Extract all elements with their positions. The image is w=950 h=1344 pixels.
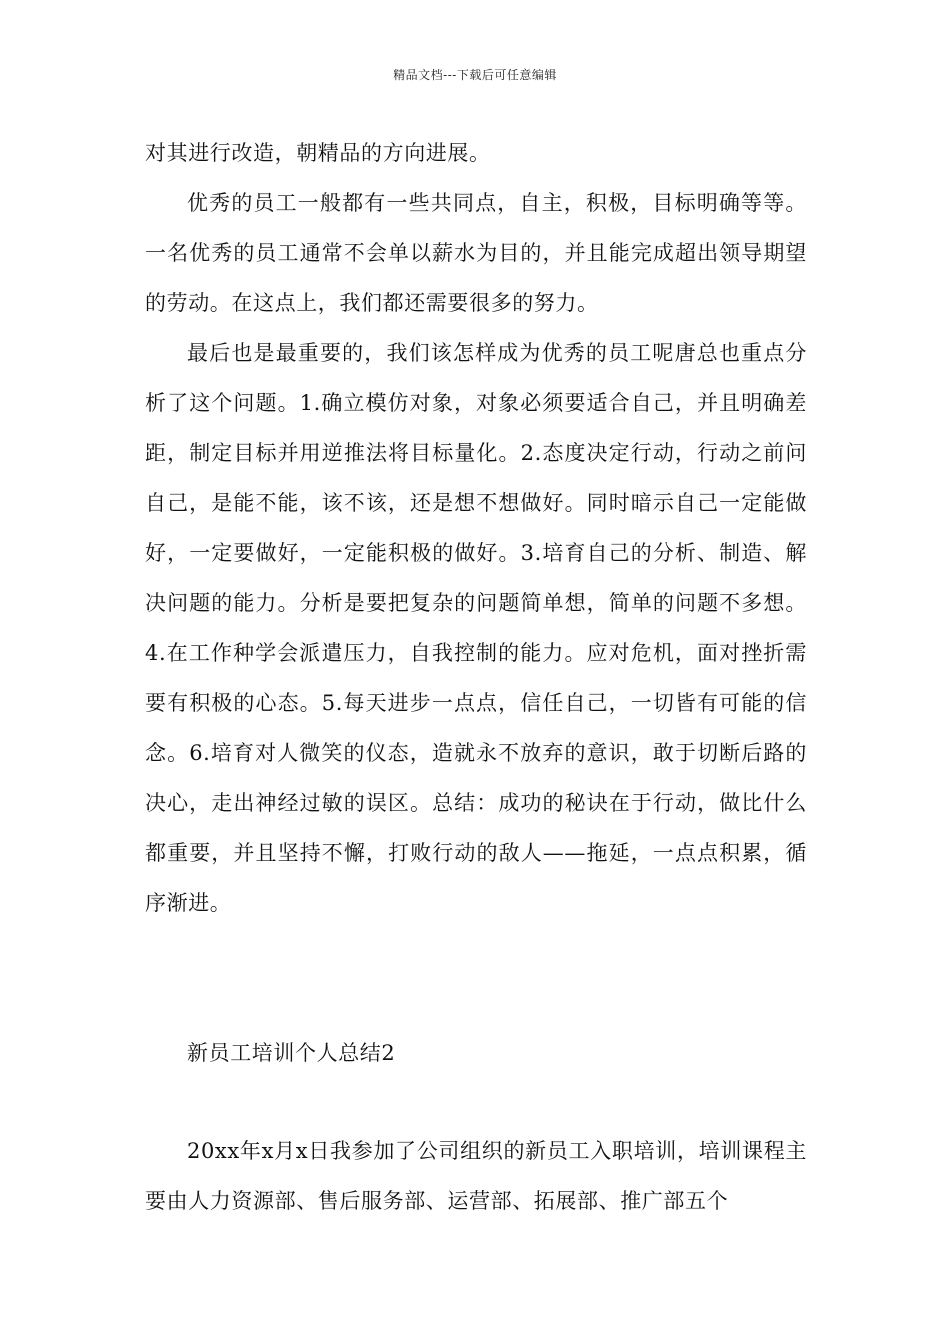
section-heading: 新员工培训个人总结2 <box>187 1041 396 1065</box>
paragraph-training-intro: 20xx年x月x日我参加了公司组织的新员工入职培训，培训课程主要由人力资源部、售后服务部、运营部、拓展部、推广部五个 <box>145 1139 807 1213</box>
page-header: 精品文档---下载后可任意编辑 <box>393 68 557 82</box>
paragraph-how-to-be-excellent: 最后也是最重要的，我们该怎样成为优秀的员工呢唐总也重点分析了这个问题。1.确立模仿对象，对象必须要适合自己，并且明确差距，制定目标并用逆推法将目标量化。2.态度决定行动，行动之前问自己，是能不能，该不该，还是想不想做好。同时暗示自己一定能做好，一定要做好，一定能积极的做好。3.培育自己的分析、制造、解决问题的能力。分析是要把复杂的问题简单想，简单的问题不多想。4.在工作种学会派遣压力，自我控制的能力。应对危机，面对挫折需要有积极的心态。5.每天进步一点点，信任自己，一切皆有可能的信念。6.培育对人微笑的仪态，造就永不放弃的意识，敢于切断后路的决心，走出神经过敏的误区。总结：成功的秘诀在于行动，做比什么都重要，并且坚持不懈，打败行动的敌人——拖延，一点点积累，循序渐进。 <box>145 341 807 915</box>
document-body <box>145 128 807 1226</box>
paragraph-continued: 对其进行改造，朝精品的方向进展。 <box>145 141 491 165</box>
paragraph-excellent-employees: 优秀的员工一般都有一些共同点，自主，积极，目标明确等等。一名优秀的员工通常不会单以薪水为目的，并且能完成超出领导期望的劳动。在这点上，我们都还需要很多的努力。 <box>145 191 807 315</box>
